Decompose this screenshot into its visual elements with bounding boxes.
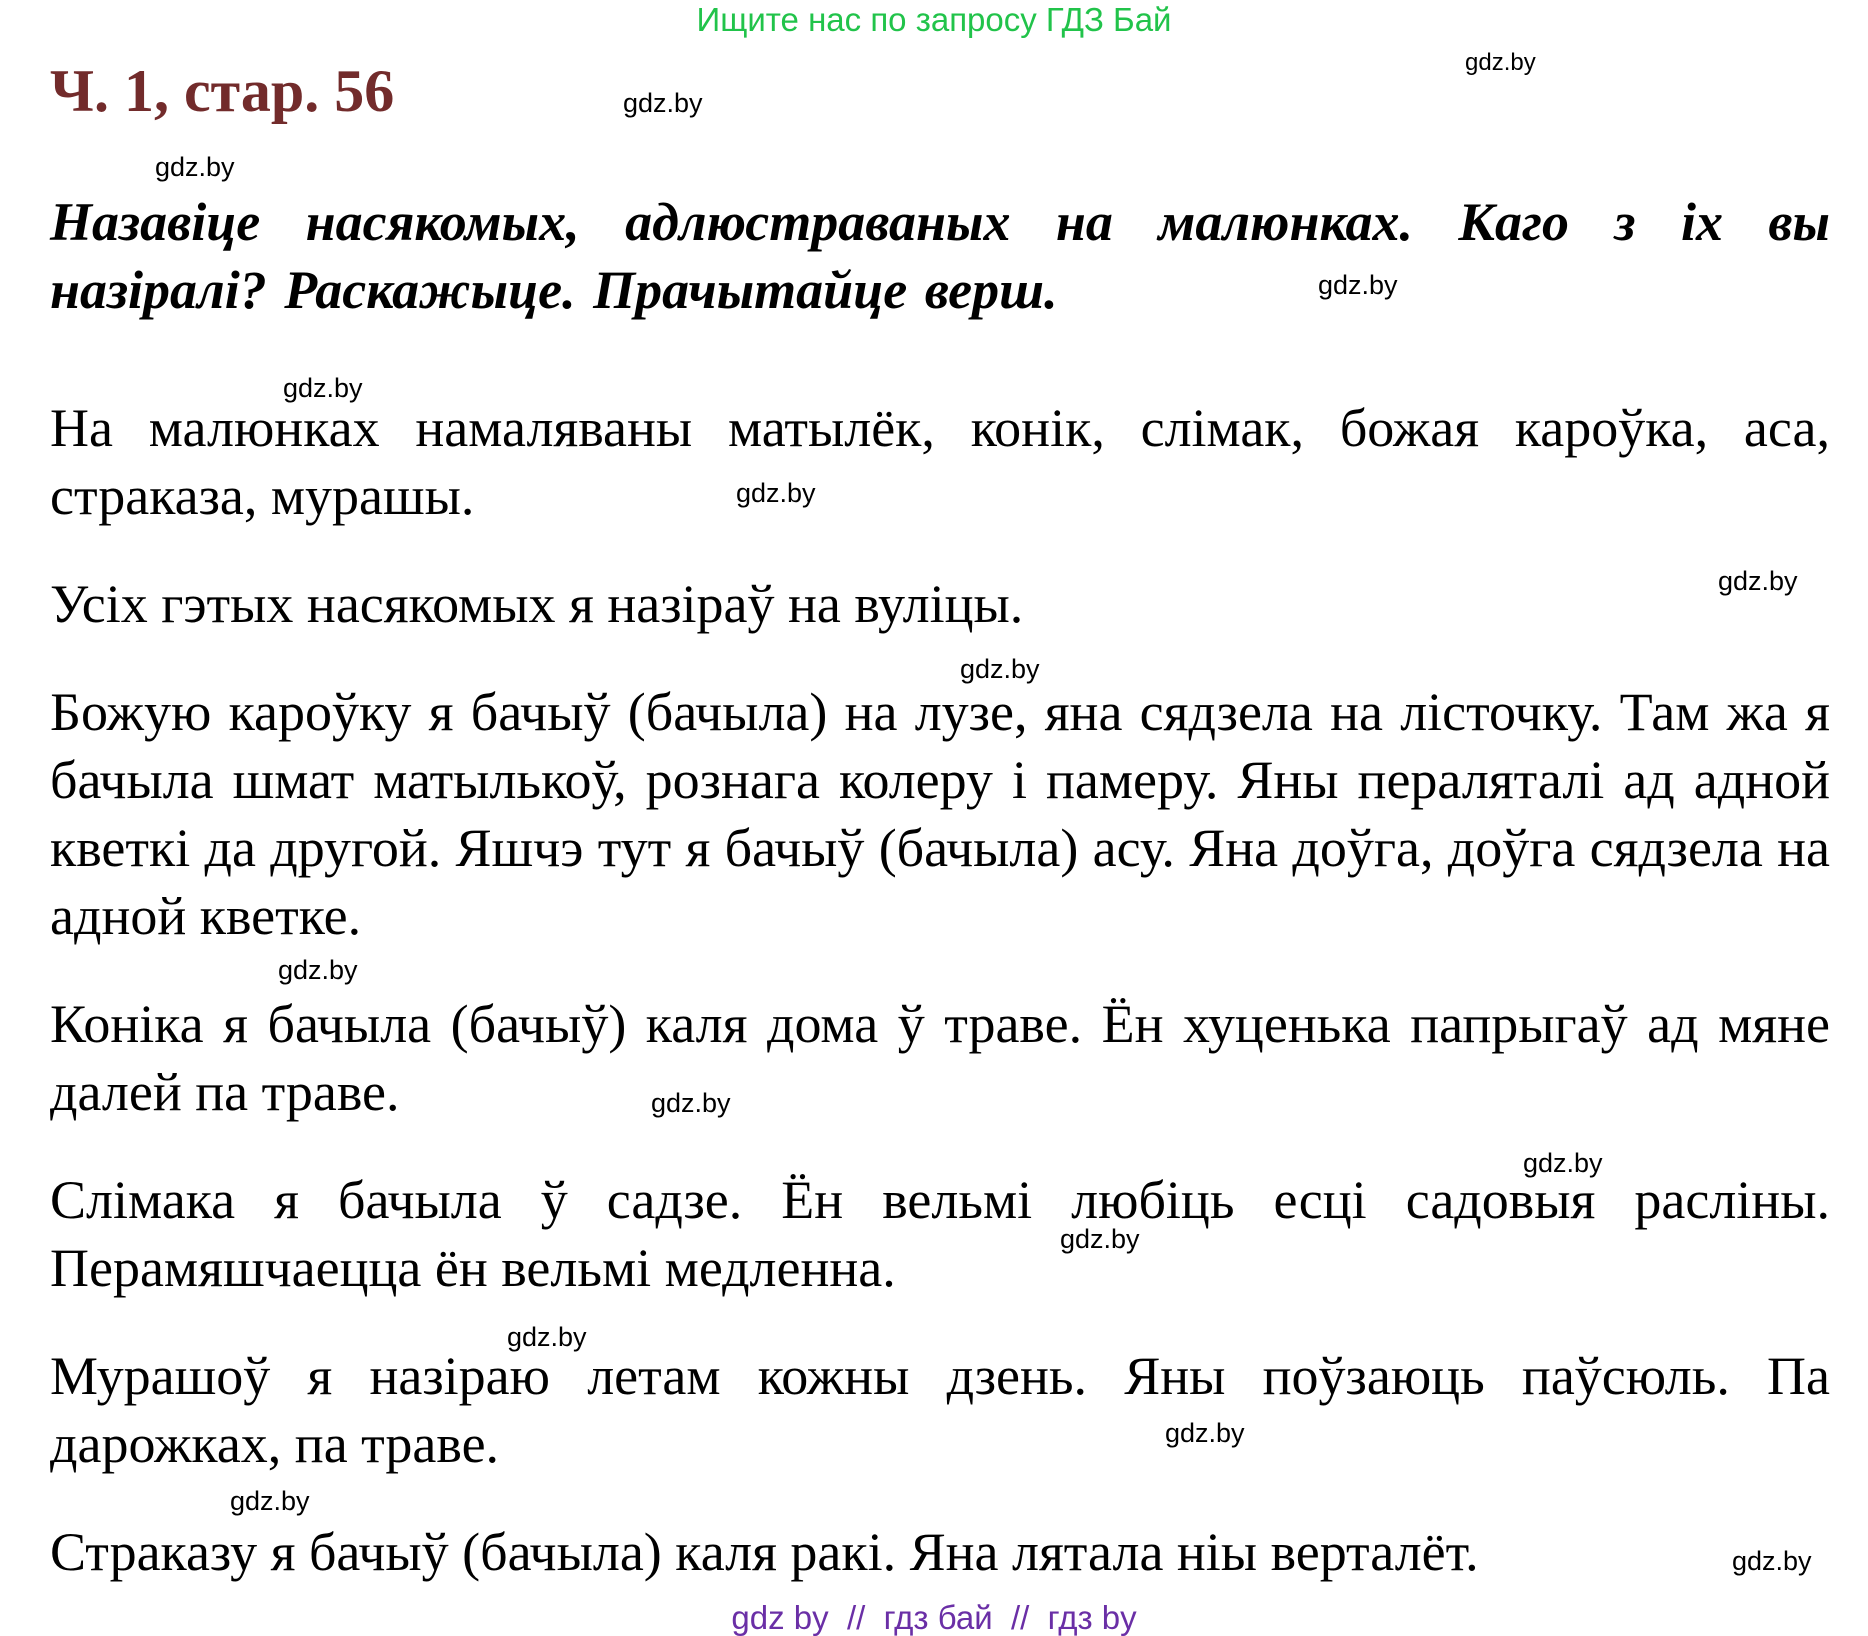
answer-paragraph: Мурашоў я назіраю летам кожны дзень. Яны поўзаюць паўсюль. Па дарожках, па траве. <box>50 1346 1830 1474</box>
watermark: gdz.by <box>1060 1224 1140 1254</box>
watermark: gdz.by <box>1465 49 1536 76</box>
watermark: gdz.by <box>278 955 358 985</box>
watermark: gdz.by <box>230 1486 310 1516</box>
watermark: gdz.by <box>1318 270 1398 300</box>
watermark: gdz.by <box>651 1088 731 1118</box>
answer-paragraph: На малюнках намаляваны матылёк, конік, слімак, божая кароўка, аса, страказа, мурашы. <box>50 398 1830 526</box>
watermark: gdz.by <box>1718 566 1798 596</box>
answer-paragraph: Коніка я бачыла (бачыў) каля дома ў траве. Ён хуценька папрыгаў ад мяне далей па траве. <box>50 994 1830 1122</box>
answer-paragraph: Страказу я бачыў (бачыла) каля ракі. Яна лятала ніы верталёт. <box>50 1522 1479 1582</box>
watermark: gdz.by <box>283 373 363 403</box>
watermark: gdz.by <box>507 1322 587 1352</box>
watermark: gdz.by <box>1523 1148 1603 1178</box>
answer-paragraph: Усіх гэтых насякомых я назіраў на вуліцы. <box>50 574 1024 634</box>
search-banner: Ищите нас по запросу ГДЗ Бай <box>696 1 1172 38</box>
answer-paragraph: Божую кароўку я бачыў (бачыла) на лузе, яна сядзела на лісточку. Там жа я бачыла шмат матылькоў, рознага колеру і памеру. Яны пераляталі ад адной кветкі да другой. Яшчэ тут я бачыў (бачыла) асу. Яна доўга, доўга сядзела на адной кветке. <box>50 682 1830 946</box>
watermark: gdz.by <box>623 88 703 118</box>
watermark: gdz.by <box>1732 1546 1812 1576</box>
watermark: gdz.by <box>155 152 235 182</box>
answer-paragraph: Слімака я бачыла ў садзе. Ён вельмі любіць есці садовыя расліны. Перамяшчаецца ён вельмі медленна. <box>50 1170 1830 1298</box>
footer-watermark: gdz by // гдз бай // гдз by <box>731 1599 1137 1636</box>
watermark: gdz.by <box>1165 1418 1245 1448</box>
page-title: Ч. 1, стар. 56 <box>50 58 395 124</box>
task-text: Назавіце насякомых, адлюстраваных на малюнках. Каго з іх вы назіралі? Раскажыце. Прачытайце верш. <box>50 192 1830 320</box>
watermark: gdz.by <box>960 654 1040 684</box>
watermark: gdz.by <box>736 478 816 508</box>
